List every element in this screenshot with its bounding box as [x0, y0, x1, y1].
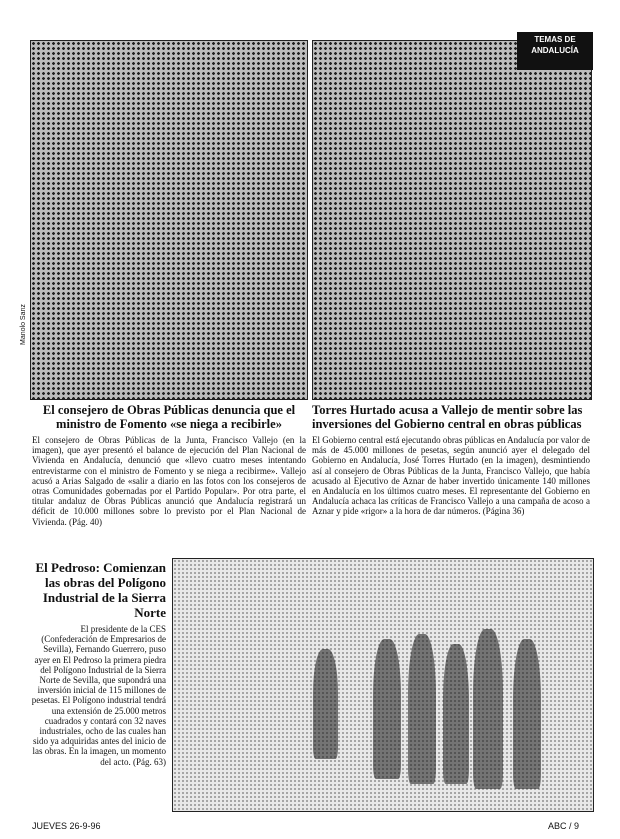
torres-hurtado-photo: [312, 40, 592, 400]
story2: [312, 403, 590, 517]
el-pedroso-photo: [172, 558, 594, 812]
story3-body: El presidente de la CES (Confederación de Empresarios de Sevilla), Fernando Guerrero, puso ayer en El Pedroso la primera piedra del Polígono Industrial de la Sierra Norte de Sevilla, que supondrá una inversión inicial de 115 millones de pesetas. El Polígono industrial tendrá una extensión de 25.000 metros cuadrados y contará con 32 naves industriales, ocho de las cuales han sido ya adquiridas antes del inicio de las obras. En la imagen, un momento del acto. (Pág. 63): [31, 624, 166, 767]
story2-headline: Torres Hurtado acusa a Vallejo de mentir sobre las inversiones del Gobierno central en obras públicas: [312, 403, 583, 431]
footer-page: ABC / 9: [548, 821, 580, 831]
story1: [32, 403, 306, 527]
story1-headline: El consejero de Obras Públicas denuncia que el ministro de Fomento «se niega a recibirle»: [42, 403, 296, 431]
footer-date: JUEVES 26-9-96: [32, 821, 101, 831]
story2-body: El Gobierno central está ejecutando obras públicas en Andalucía por valor de más de 45.000 millones de pesetas, según anunció ayer el delegado del Gobierno en Andalucía, José Torres Hurtado (en la imagen), desmintiendo así al consejero de Obras Públicas de la Junta, Francisco Vallejo, que había acusado al Ejecutivo de Aznar de haber invertido únicamente 140 millones en Andalucía en los últimos cuatro meses. El representante del Gobierno en Andalucía achaca las críticas de Francisco Vallejo a una campaña de acoso a Aznar y pide «rigor» a la hora de dar números. (Página 36): [312, 435, 590, 517]
vallejo-photo: [30, 40, 308, 400]
section-logo: TEMAS DE ANDALUCÍA: [517, 32, 593, 70]
photo-credit: Manolo Sanz: [20, 304, 27, 345]
story3: [30, 560, 166, 767]
story1-body: El consejero de Obras Públicas de la Junta, Francisco Vallejo (en la imagen), que ayer presentó el balance de ejecución del Plan Nacional de Vivienda en Andalucía, denunció que «llevo cuatro meses intentando entrevistarme con el ministro de Fomento y se niega a recibirme». Vallejo acusó a Arias Salgado de «salir a diario en las fotos con los consejeros de otras Comunidades gobernadas por el Partido Popular». Por otra parte, el titular andaluz de Obras Públicas anunció que Andalucía registrará un déficit de 10.000 millones sobre lo previsto por el Plan Nacional de Vivienda. (Pág. 40): [32, 435, 306, 527]
story3-headline: El Pedroso: Comienzan las obras del Polígono Industrial de la Sierra Norte: [35, 560, 166, 620]
